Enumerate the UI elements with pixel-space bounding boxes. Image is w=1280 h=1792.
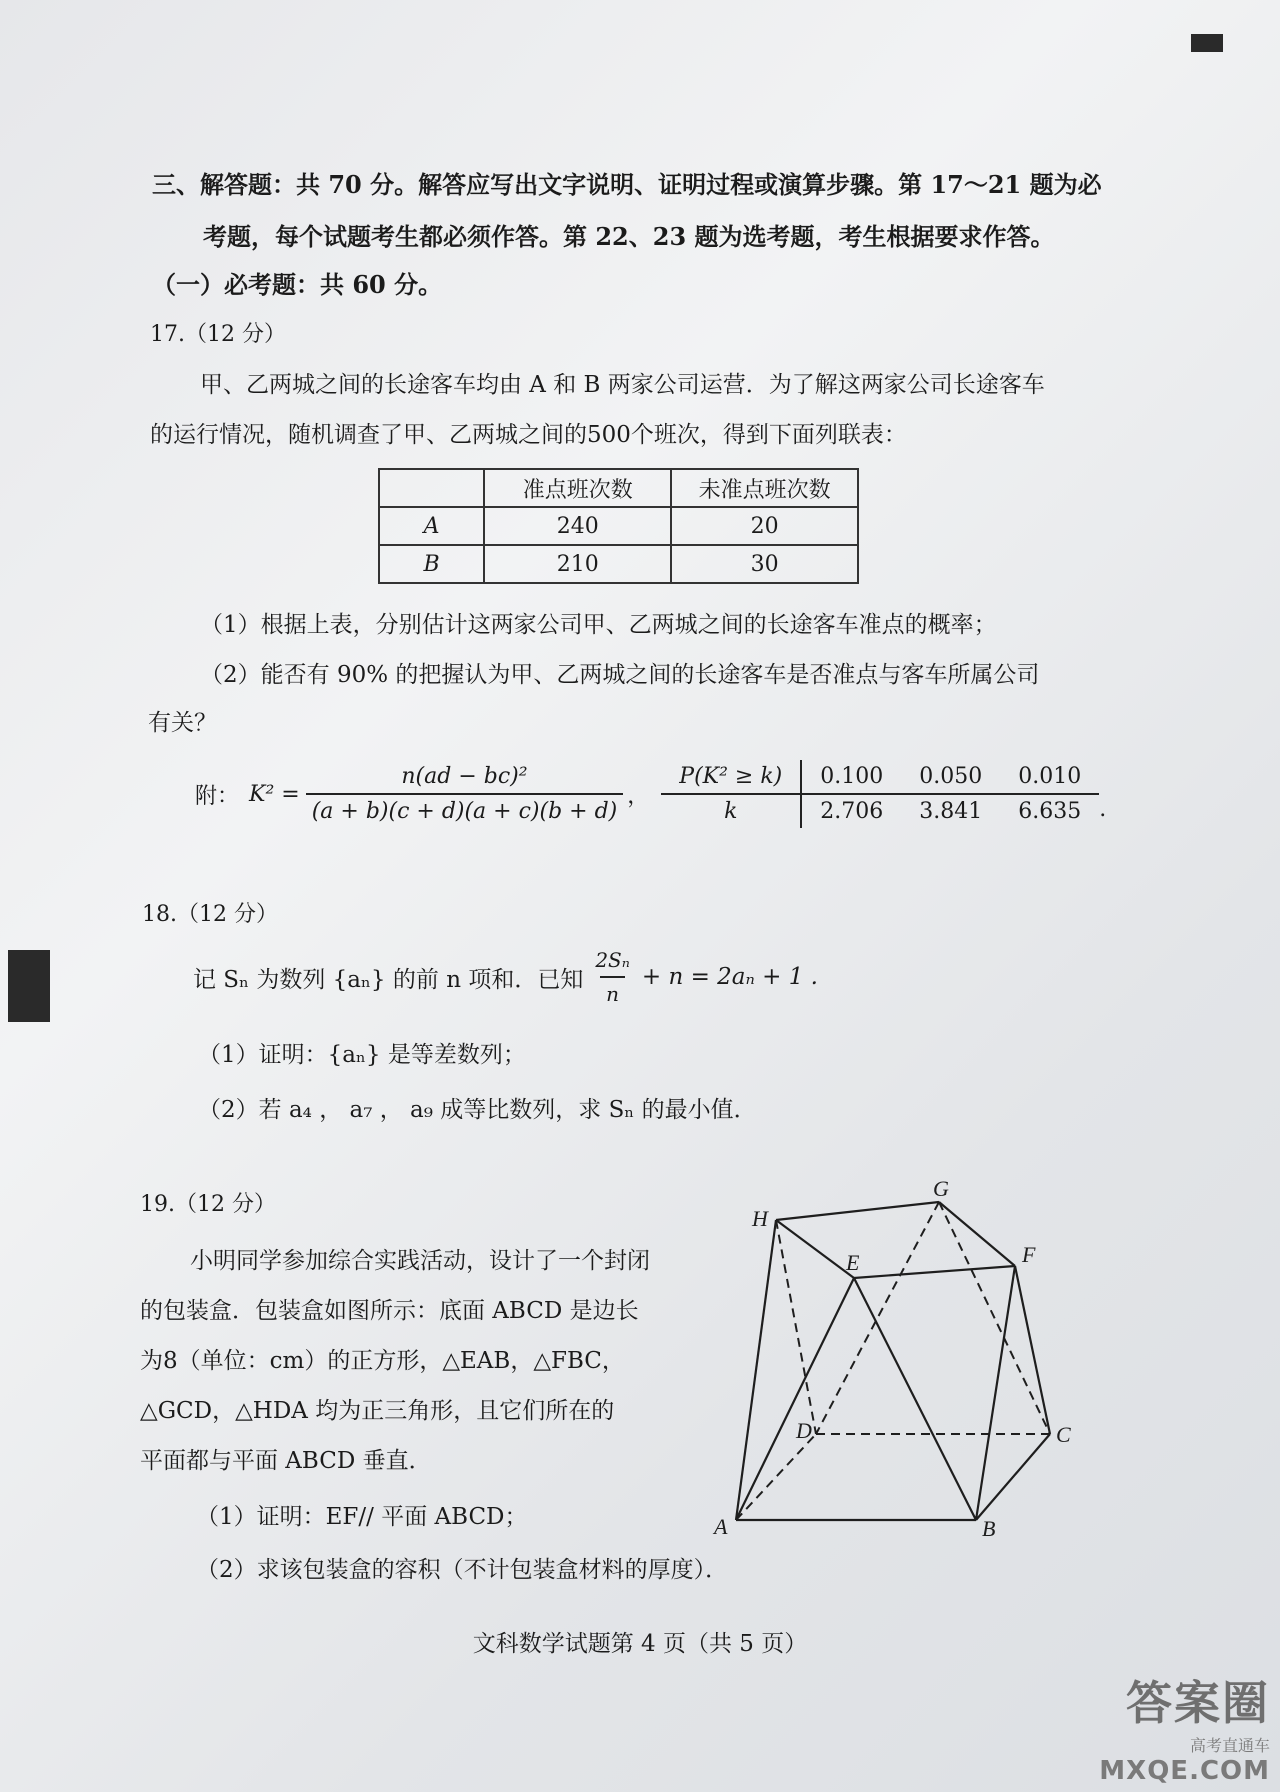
table-header-cell: 未准点班次数 [671,469,858,507]
table-cell: 2.706 [820,799,884,824]
registration-mark-left [8,950,50,1022]
table-cell: 0.010 [1000,760,1099,794]
table-row [379,507,858,545]
critical-value-table [661,760,1099,828]
vertex-label-c: C [1056,1422,1071,1447]
table-cell: 30 [671,545,858,583]
q18-stem [193,948,818,1006]
vertex-label-g: G [933,1176,949,1201]
q17-intro-line2: 的运行情况，随机调查了甲、乙两城之间的500个班次，得到下面列联表： [150,422,907,448]
q17-part2-line2: 有关？ [148,710,217,736]
formula-numerator: n(ad − bc)² [401,764,528,789]
ktable-head-bottom: k [661,794,801,828]
q18-part1: （1）证明：{aₙ} 是等差数列； [198,1042,526,1068]
q17-part2-line1: （2）能否有 90% 的把握认为甲、乙两城之间的长途客车是否准点与客车所属公司 [200,662,1040,688]
vertex-label-f: F [1022,1242,1036,1267]
table-header-row [379,469,858,507]
q19-text-line3: 为8（单位：cm）的正方形，△EAB，△FBC， [140,1348,625,1374]
q17-intro-line1: 甲、乙两城之间的长途客车均由 A 和 B 两家公司运营．为了解这两家公司长途客车 [200,372,1045,398]
q18-fraction [589,948,636,1006]
q18-stem-after: + n = 2aₙ + 1 . [641,964,818,990]
q18-stem-before: 记 Sₙ 为数列 {aₙ} 的前 n 项和．已知 [193,966,584,993]
table-header-cell: 准点班次数 [484,469,671,507]
packaging-box-figure [700,1176,1100,1550]
watermark [1099,1667,1270,1786]
formula-denominator: (a + b)(c + d)(a + c)(b + d) [306,793,624,824]
q19-number: 19.（12 分） [140,1192,276,1217]
q17-part1: （1）根据上表，分别估计这两家公司甲、乙两城之间的长途客车准点的概率； [200,612,997,638]
table-header-cell [379,469,484,507]
table-row [379,545,858,583]
appendix-label: 附： [195,783,240,809]
appendix-formula [195,760,1106,828]
page-footer: 文科数学试题第 4 页（共 5 页） [472,1631,808,1657]
vertex-label-b: B [982,1516,996,1541]
table-cell: 0.050 [901,760,1000,794]
formula-separator: ， [627,783,650,809]
table-cell: 240 [484,507,671,545]
table-row [661,794,1099,828]
chi-square-fraction [306,764,624,824]
vertex-label-e: E [846,1250,860,1275]
q18-number: 18.（12 分） [142,902,278,927]
section-heading-line1: 三、解答题：共 70 分。解答应写出文字说明、证明过程或演算步骤。第 17～21 题为必 [152,170,1102,199]
q19-text-line5: 平面都与平面 ABCD 垂直． [140,1448,432,1474]
ktable-end: . [1099,797,1107,822]
table-cell: A [379,507,484,545]
contingency-table [378,468,859,584]
watermark-subtitle: 高考直通车 [1189,1736,1270,1755]
watermark-site: MXQE.COM [1099,1756,1270,1786]
q18-fraction-num: 2Sₙ [595,948,630,972]
vertex-label-d: D [796,1418,812,1443]
q19-part1: （1）证明：EF// 平面 ABCD； [196,1504,528,1530]
ktable-head-top: P(K² ≥ k) [661,760,801,794]
vertex-label-a: A [714,1514,728,1539]
q18-fraction-den: n [600,976,625,1006]
q19-text-line2: 的包装盒．包装盒如图所示：底面 ABCD 是边长 [140,1298,639,1324]
q19-text-line4: △GCD，△HDA 均为正三角形，且它们所在的 [140,1398,615,1424]
vertex-label-h: H [752,1206,768,1231]
table-cell: 3.841 [919,799,983,824]
registration-mark-top-right [1191,34,1223,52]
q19-text-line1: 小明同学参加综合实践活动，设计了一个封闭 [190,1248,650,1274]
q17-number: 17.（12 分） [150,322,286,347]
section-subheading: （一）必考题：共 60 分。 [152,270,443,299]
table-cell: 0.100 [801,760,901,794]
table-cell: 6.635 [1018,799,1082,824]
table-cell: B [379,545,484,583]
table-row [661,760,1099,794]
section-heading-line2: 考题，每个试题考生都必须作答。第 22、23 题为选考题，考生根据要求作答。 [203,222,1055,251]
q18-part2: （2）若 a₄ ， a₇ ， a₉ 成等比数列，求 Sₙ 的最小值． [198,1097,757,1123]
table-cell: 20 [671,507,858,545]
watermark-logo-text: 答案圈 [1126,1676,1270,1730]
q19-part2: （2）求该包装盒的容积（不计包装盒材料的厚度）． [196,1557,729,1583]
formula-lhs: K² = [249,781,300,807]
table-cell: 210 [484,545,671,583]
